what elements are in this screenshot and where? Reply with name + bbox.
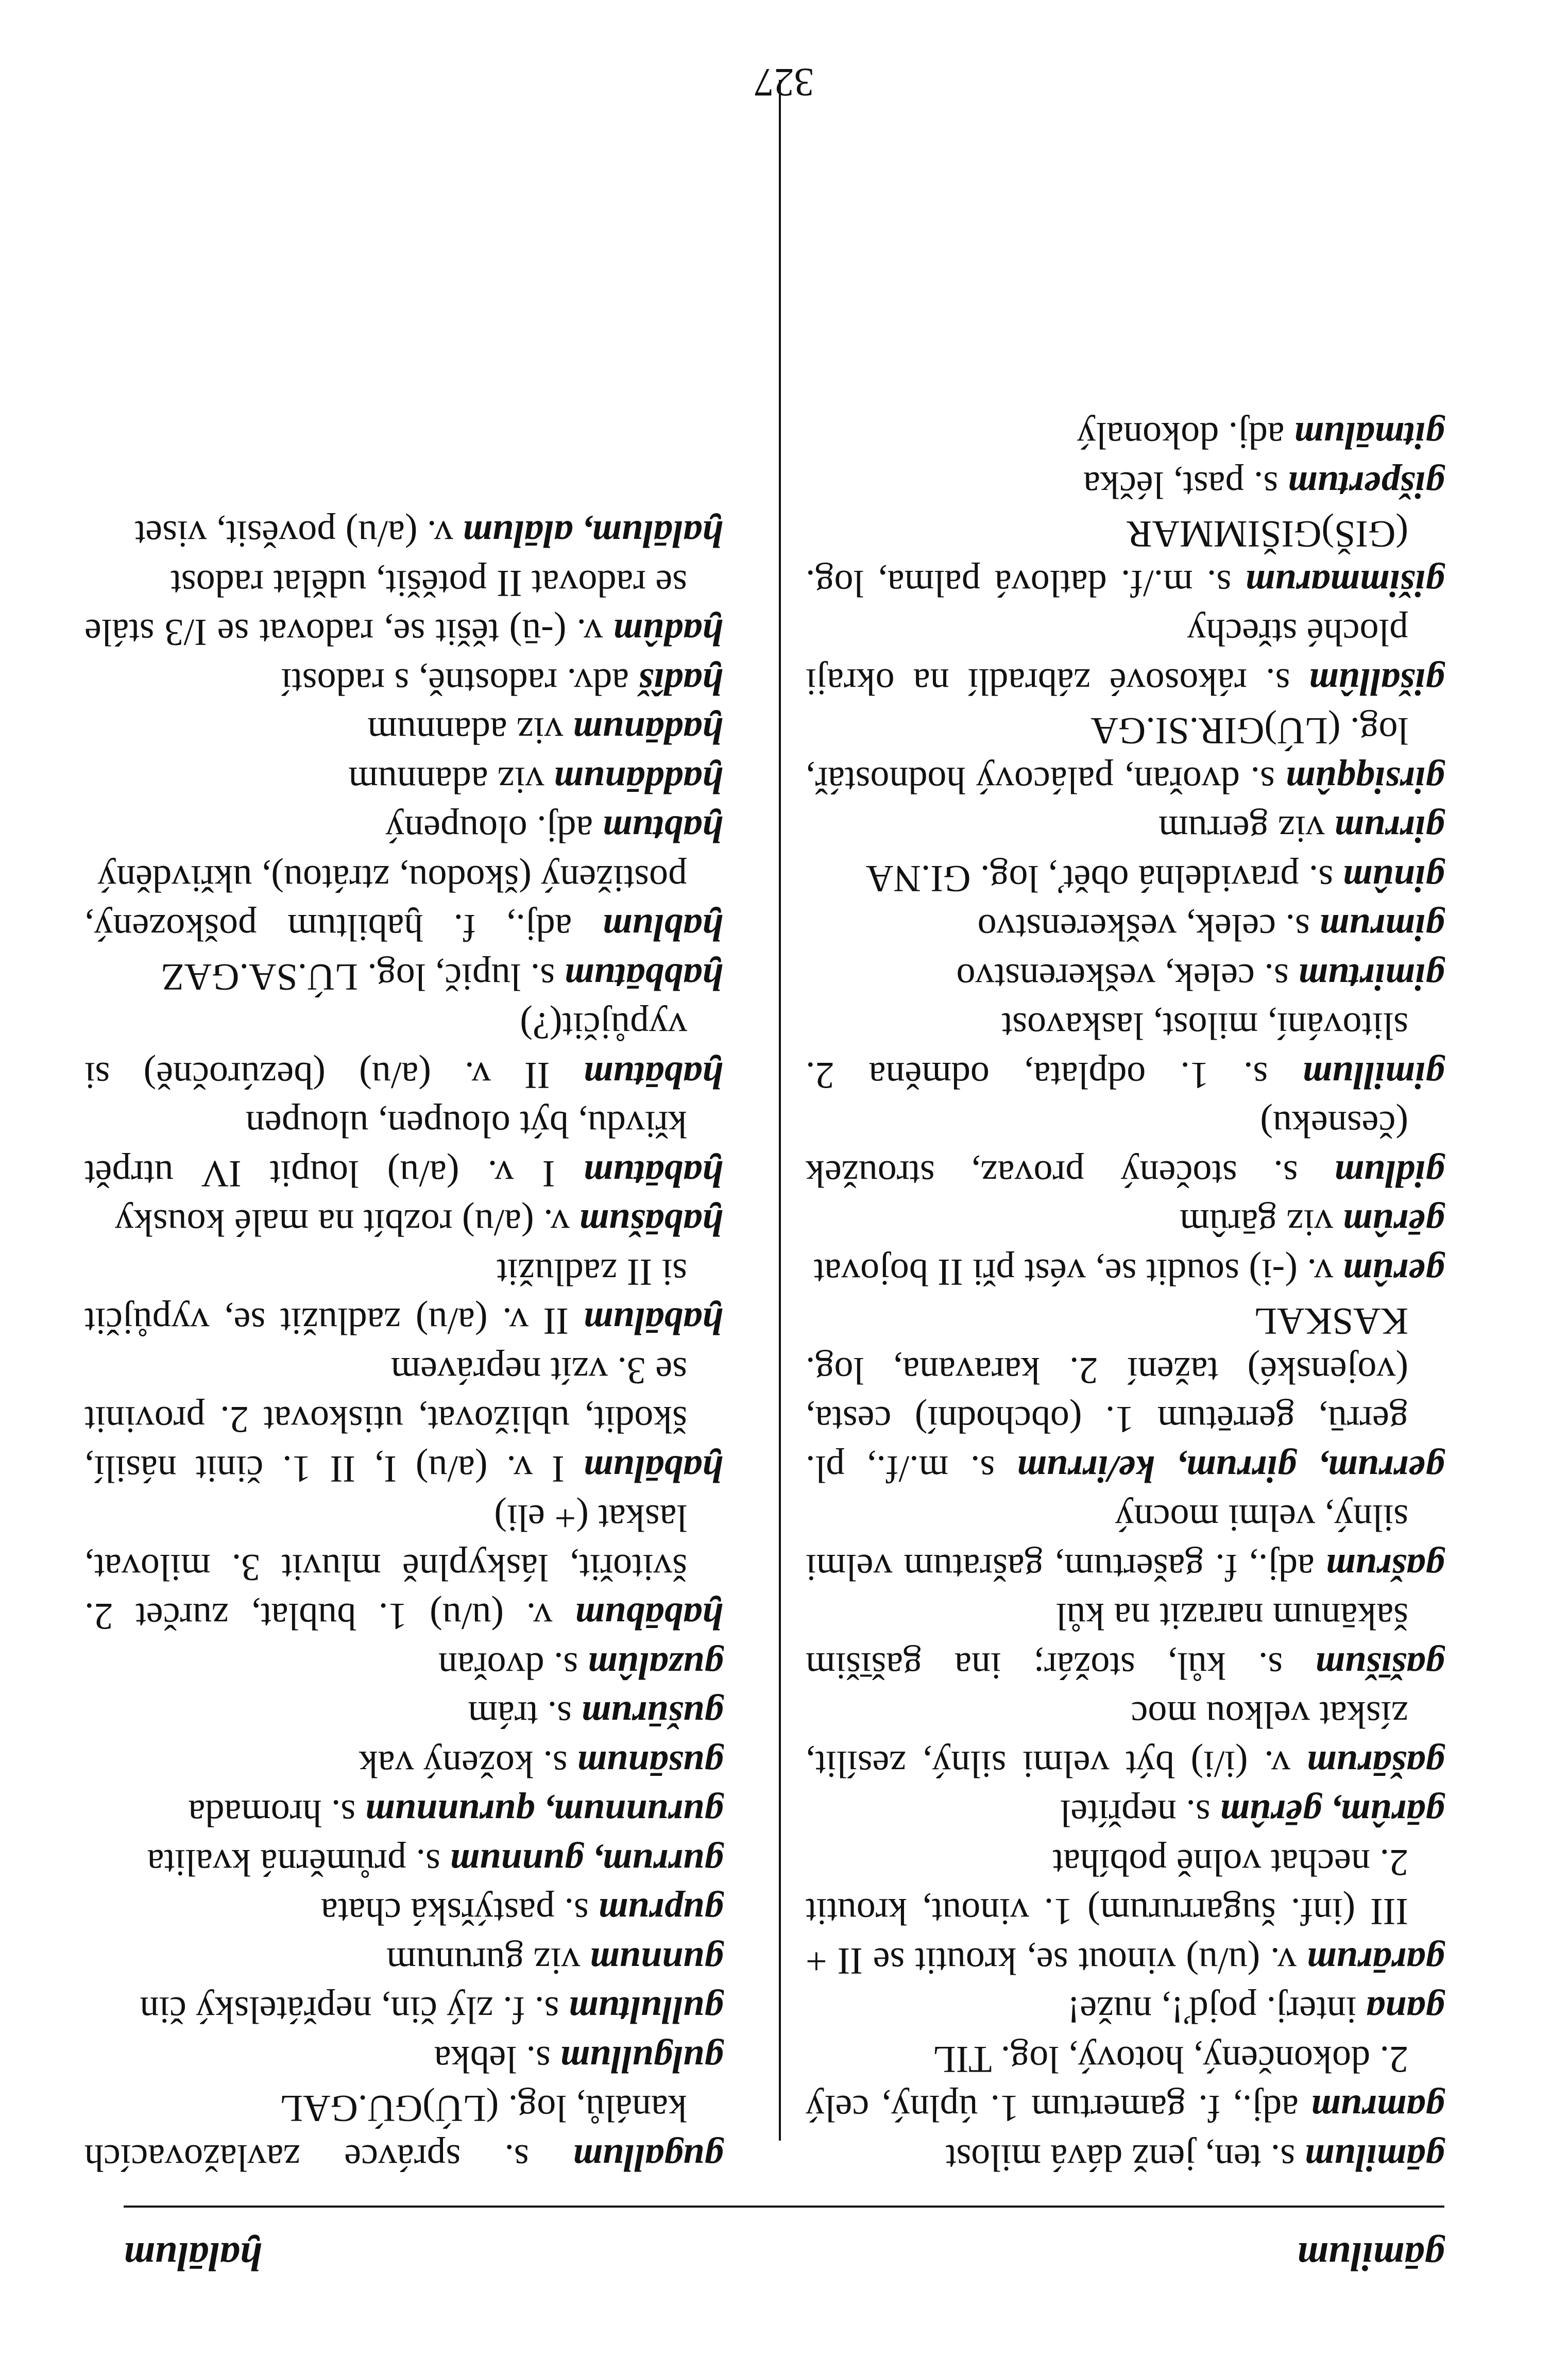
entry-headword: ginûm <box>1342 857 1444 900</box>
entry-headword: gērûm <box>1342 1201 1444 1244</box>
entry-definition: s. správce zavlažovacích kanálů, log. (LÚ)GÚ.GAL <box>84 2087 687 2179</box>
dictionary-entry <box>84 804 723 854</box>
entry-headword: girsiqqûm <box>1285 759 1444 801</box>
entry-definition: adj. oloupený <box>385 808 593 851</box>
dictionary-entry <box>806 607 1444 706</box>
entry-definition: s. průměrná kvalita <box>147 1841 440 1884</box>
dictionary-entry <box>806 1788 1444 1838</box>
entry-headword: gašārum <box>1306 1743 1444 1785</box>
entry-headword: ḫabāšum <box>579 1201 723 1244</box>
entry-definition: s. kůl, stožár; ina gašīšim šakānum narazit na kůl <box>806 1595 1408 1687</box>
dictionary-entry <box>84 657 723 706</box>
entry-definition: s. pravidelná oběť, log. GI.NA <box>865 857 1334 900</box>
dictionary-entry <box>84 1788 723 1838</box>
entry-headword: gamrum <box>1310 2087 1444 2130</box>
entry-definition: s. 1. odplata, odměna 2. slitování, milost, laskavost <box>806 1005 1408 1096</box>
dictionary-entry <box>84 1001 723 1099</box>
dictionary-entry <box>84 1641 723 1690</box>
entry-definition: viz adannum <box>348 759 544 801</box>
dictionary-entry <box>84 1198 723 1247</box>
entry-headword: ḫabālum <box>583 1300 723 1343</box>
entry-definition: s. lupič, log. LÚ.SA.GAZ <box>161 956 555 998</box>
entry-headword: gārûm, gērûm <box>1220 1792 1444 1835</box>
right-column <box>84 509 723 2182</box>
entry-headword: gullultum <box>568 1989 723 2031</box>
entry-definition: v. (a/u) pověsit, viset <box>134 513 453 555</box>
entry-definition: s. celek, veškerenstvo <box>956 956 1289 998</box>
entry-headword: ḫalālum, alālum <box>463 513 723 555</box>
entry-headword: gāmilum <box>1304 2136 1444 2179</box>
entry-definition: I v. (a/u) loupit IV utrpět křivdu, být oloupen, uloupen <box>84 1103 687 1195</box>
dictionary-entry <box>806 1001 1444 1099</box>
dictionary-entry <box>806 1985 1444 2034</box>
entry-definition: viz gurunum <box>386 1940 581 1982</box>
entry-definition: v. (a/u) rozbít na malé kousky <box>114 1201 570 1244</box>
entry-definition: s. rákosové zábradlí na okraji ploché střechy <box>806 611 1408 703</box>
entry-definition: v. (-ū) těšit se, radovat se I/3 stále se radovat II potěšit, udělat radost <box>84 562 687 654</box>
entry-headword: ḫabātum <box>583 1054 723 1096</box>
entry-headword: gušūrum <box>581 1693 723 1736</box>
entry-definition: v. (i/i) být velmi silný, zesílit, získat velkou moc <box>806 1693 1408 1785</box>
dictionary-entry <box>806 411 1444 460</box>
entry-headword: ḫabbātum <box>564 956 723 998</box>
dictionary-entry <box>84 1936 723 1986</box>
entry-headword: gusānum <box>577 1743 723 1785</box>
dictionary-entry <box>806 1838 1444 1986</box>
dictionary-entry <box>84 2083 723 2182</box>
entry-definition: v. (u/u) vinout se, kroutit se II + III (inf. šugarrurum) 1. vinout, kroutit 2. nechat volně pobíhat <box>806 1841 1408 1982</box>
running-head-right: ḫalālum <box>124 2234 262 2279</box>
left-column <box>806 411 1444 2182</box>
entry-definition: viz gārûm <box>1180 1201 1334 1244</box>
dictionary-entry <box>806 854 1444 903</box>
entry-headword: gugallum <box>573 2136 723 2179</box>
entry-headword: gašīšum <box>1315 1644 1444 1687</box>
entry-definition: adj., f. gamertum 1. úplný, celý 2. dokončený, hotový, log. TIL <box>806 2038 1408 2130</box>
dictionary-entry <box>806 804 1444 854</box>
entry-headword: gitmālum <box>1294 414 1444 457</box>
entry-headword: ḫadûm <box>613 611 723 654</box>
entry-definition: adv. radostně, s radostí <box>281 660 629 703</box>
entry-headword: ḫablum <box>602 906 723 949</box>
entry-definition: s. m./f., pl. gerrū, gerrētum 1. (obchodní) cesta, (vojenské) tažení 2. karavana, log. KASKAL <box>806 1300 1408 1490</box>
entry-definition: s. trám <box>468 1693 572 1736</box>
entry-definition: interj. pojď!, nuže! <box>1067 1989 1357 2031</box>
entry-headword: gerûm <box>1342 1251 1444 1293</box>
dictionary-entry <box>806 2034 1444 2133</box>
entry-headword: ḫabtum <box>602 808 723 851</box>
dictionary-entry <box>84 952 723 1002</box>
entry-headword: gimrum <box>1319 906 1444 949</box>
dictionary-entry <box>806 952 1444 1002</box>
entry-headword: gišpertum <box>1287 464 1444 506</box>
dictionary-entry <box>806 2133 1444 2182</box>
dictionary-entry <box>806 1591 1444 1690</box>
entry-headword: gašrum <box>1325 1546 1444 1588</box>
entry-headword: gimirtum <box>1298 956 1444 998</box>
entry-definition: s. dvořan <box>438 1644 578 1687</box>
entry-headword: ḫadānum <box>572 709 723 752</box>
entry-definition: s. f. zlý čin, nepřátelský čin <box>140 1989 559 2031</box>
dictionary-entry <box>84 1493 723 1641</box>
entry-headword: ḫaddānum <box>553 759 723 801</box>
dictionary-entry <box>84 706 723 755</box>
entry-definition: viz adannum <box>367 709 564 752</box>
entry-definition: adj. dokonalý <box>1077 414 1285 457</box>
dictionary-entry <box>84 1887 723 1936</box>
entry-headword: gunnum <box>589 1940 723 1982</box>
entry-headword: guzalûm <box>587 1644 723 1687</box>
dictionary-entry <box>806 1296 1444 1493</box>
entry-headword: gišimmarum <box>1245 562 1444 604</box>
entry-definition: viz gerrum <box>1158 808 1325 851</box>
entry-definition: s. lebka <box>434 2038 551 2080</box>
page-number: 327 <box>754 60 814 105</box>
entry-headword: gerrum, girrum, ke/irrum <box>1017 1448 1444 1490</box>
entry-definition: s. kožený vak <box>359 1743 568 1785</box>
dictionary-entry <box>806 1493 1444 1591</box>
dictionary-entry <box>84 1690 723 1739</box>
dictionary-entry <box>84 2034 723 2084</box>
dictionary-entry <box>84 1838 723 1887</box>
entry-definition: s. dvořan, palácový hodnostář, log. (LÚ)GIR.SI.GA <box>805 709 1408 801</box>
dictionary-entry <box>806 1247 1444 1297</box>
entry-definition: v. (-i) soudit se, vést při II bojovat <box>813 1251 1334 1293</box>
entry-headword: gurunnum, qurunnum <box>365 1792 723 1835</box>
entry-definition: v. (u/u) 1. bublat, zurčet 2. švitořit, láskyplně mluvit 3. milovat, laskat (+ eli) <box>84 1497 687 1638</box>
dictionary-entry <box>84 1099 723 1198</box>
entry-headword: gana <box>1366 1989 1444 2031</box>
entry-headword: gulgullum <box>560 2038 723 2080</box>
dictionary-entry <box>84 1346 723 1494</box>
dictionary-entry <box>84 509 723 558</box>
entry-definition: s. pastýřská chata <box>320 1890 589 1933</box>
entry-headword: gurrum, gunnum <box>450 1841 723 1884</box>
entry-headword: ḫabātum <box>583 1152 723 1195</box>
dictionary-entry <box>806 1198 1444 1247</box>
dictionary-entry <box>806 1690 1444 1788</box>
dictionary-entry <box>84 1985 723 2034</box>
entry-headword: ḫabālum <box>583 1448 723 1490</box>
dictionary-entry <box>806 706 1444 804</box>
dictionary-entry <box>84 854 723 952</box>
entry-definition: II v. (a/u) zadlužit se, vypůjčit si II zadlužit <box>84 1251 687 1343</box>
entry-definition: adj., f. ḫabiltum poškozený, postižený (škodou, ztrátou), ukřivděný <box>84 857 687 949</box>
entry-definition: s. stočený provaz, stroužek (česneku) <box>806 1103 1408 1195</box>
entry-definition: II v. (a/u) (bezúročně) si vypůjčit(?) <box>84 1005 687 1096</box>
running-head-left: gāmilum <box>1297 2234 1444 2279</box>
column-divider <box>779 80 781 2141</box>
entry-headword: gimillum <box>1302 1054 1444 1096</box>
entry-headword: ḫabābum <box>575 1595 723 1638</box>
entry-definition: I v. (a/u) I, II 1. činit násilí, škodit, ubližovat, utiskovat 2. provinit se 3. vzít neprávem <box>84 1349 687 1490</box>
dictionary-entry <box>84 558 723 657</box>
entry-definition: s. hromada <box>188 1792 356 1835</box>
dictionary-entry <box>806 509 1444 607</box>
dictionary-entry <box>806 1099 1444 1198</box>
dictionary-entry <box>84 1247 723 1346</box>
entry-definition: s. celek, veškerenstvo <box>977 906 1310 949</box>
dictionary-entry <box>84 1739 723 1789</box>
dictionary-entry <box>84 755 723 805</box>
entry-headword: guprum <box>598 1890 723 1933</box>
dictionary-entry <box>806 903 1444 952</box>
entry-headword: girrum <box>1334 808 1444 851</box>
entry-headword: garārum <box>1306 1940 1444 1982</box>
entry-headword: ḫadîš <box>638 660 723 703</box>
dictionary-entry <box>806 460 1444 510</box>
entry-definition: s. past, léčka <box>1083 464 1279 506</box>
entry-headword: gidlum <box>1334 1152 1444 1195</box>
entry-definition: s. ten, jenž dává milost <box>945 2136 1296 2179</box>
entry-definition: adj., f. gašertum, gašratum velmi silný, velmi mocný <box>806 1497 1408 1588</box>
entry-definition: s. nepřítel <box>1060 1792 1211 1835</box>
header-rule <box>124 2206 1444 2208</box>
entry-definition: s. m./f. datlová palma, log. (GIŠ)GIŠIMMAR <box>806 513 1408 604</box>
entry-headword: gišallûm <box>1308 660 1444 703</box>
